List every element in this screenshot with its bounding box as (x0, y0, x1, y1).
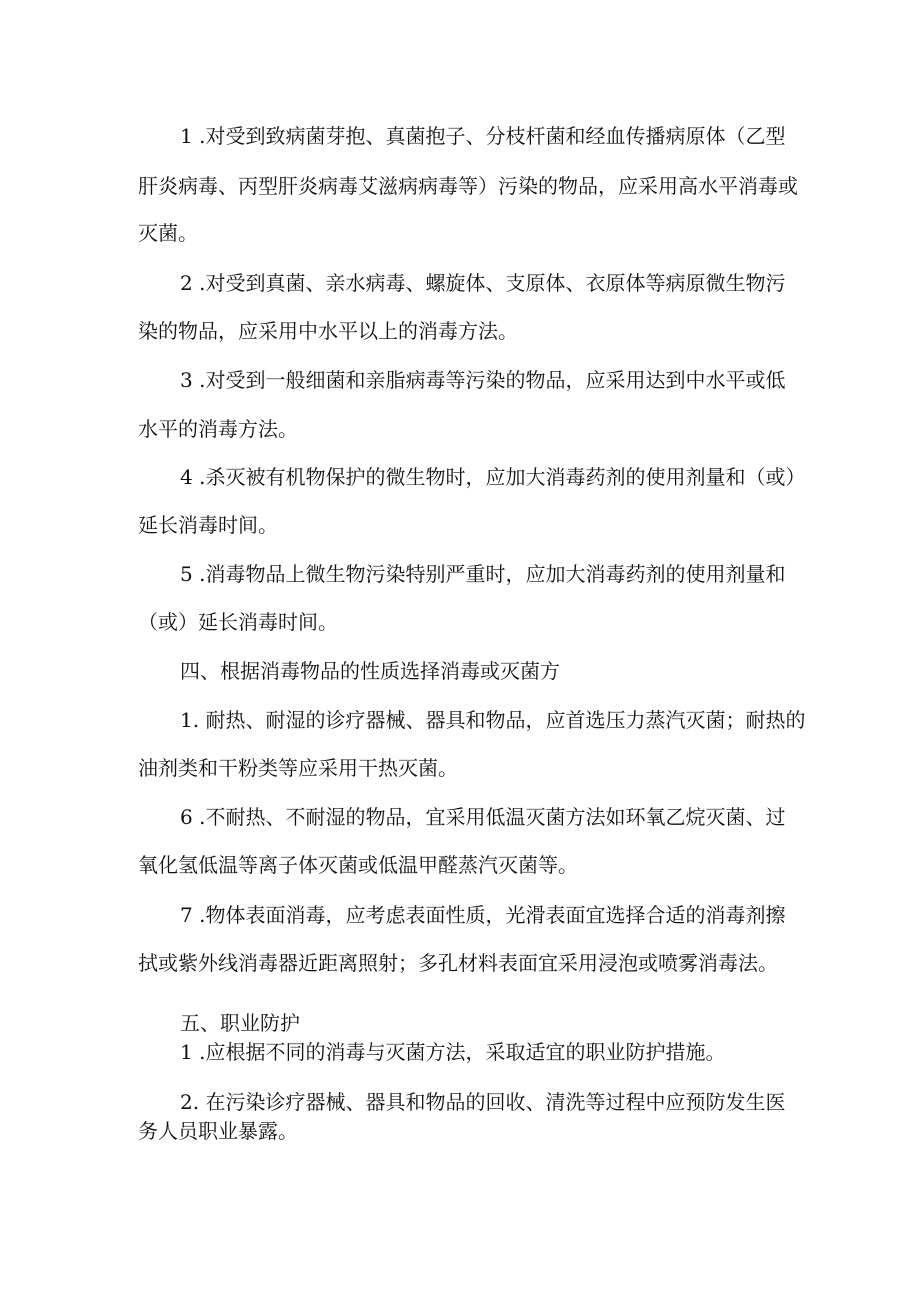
paragraph-line: 2. 在污染诊疗器械、器具和物品的回收、清洗等过程中应预防发生医 (180, 1090, 786, 1114)
paragraph-line: 拭或紫外线消毒器近距离照射；多孔材料表面宜采用浸泡或喷雾消毒法。 (138, 951, 778, 975)
paragraph-line: 5 .消毒物品上微生物污染特别严重时，应加大消毒药剂的使用剂量和 (180, 562, 786, 586)
paragraph-line: （或）延长消毒时间。 (138, 610, 338, 634)
section-heading: 四、根据消毒物品的性质选择消毒或灭菌方 (180, 659, 560, 683)
paragraph-line: 1 .对受到致病菌芽抱、真菌抱子、分枝杆菌和经血传播病原体（乙型 (180, 124, 786, 148)
paragraph-line: 水平的消毒方法。 (138, 417, 298, 441)
paragraph-line: 1 .应根据不同的消毒与灭菌方法，采取适宜的职业防护措施。 (180, 1040, 726, 1064)
paragraph-line: 染的物品，应采用中水平以上的消毒方法。 (138, 319, 518, 343)
paragraph-line: 6 .不耐热、不耐湿的物品，宜采用低温灭菌方法如环氧乙烷灭菌、过 (180, 805, 786, 829)
paragraph-line: 4 .杀灭被有机物保护的微生物时，应加大消毒药剂的使用剂量和（或） (180, 465, 806, 489)
paragraph-line: 2 .对受到真菌、亲水病毒、螺旋体、支原体、衣原体等病原微生物污 (180, 271, 786, 295)
paragraph-line: 1. 耐热、耐湿的诊疗器械、器具和物品，应首选压力蒸汽灭菌；耐热的 (180, 708, 806, 732)
paragraph-line: 油剂类和干粉类等应采用干热灭菌。 (138, 756, 458, 780)
paragraph-line: 3 .对受到一般细菌和亲脂病毒等污染的物品，应采用达到中水平或低 (180, 368, 786, 392)
section-heading: 五、职业防护 (180, 1011, 300, 1035)
paragraph-line: 肝炎病毒、丙型肝炎病毒艾滋病病毒等）污染的物品，应采用高水平消毒或 (138, 174, 798, 198)
paragraph-line: 延长消毒时间。 (138, 513, 278, 537)
paragraph-line: 7 .物体表面消毒，应考虑表面性质，光滑表面宜选择合适的消毒剂擦 (180, 903, 786, 927)
paragraph-line: 氧化氢低温等离子体灭菌或低温甲醛蒸汽灭菌等。 (138, 853, 578, 877)
paragraph-line: 务人员职业暴露。 (138, 1119, 298, 1143)
paragraph-line: 灭菌。 (138, 221, 198, 245)
